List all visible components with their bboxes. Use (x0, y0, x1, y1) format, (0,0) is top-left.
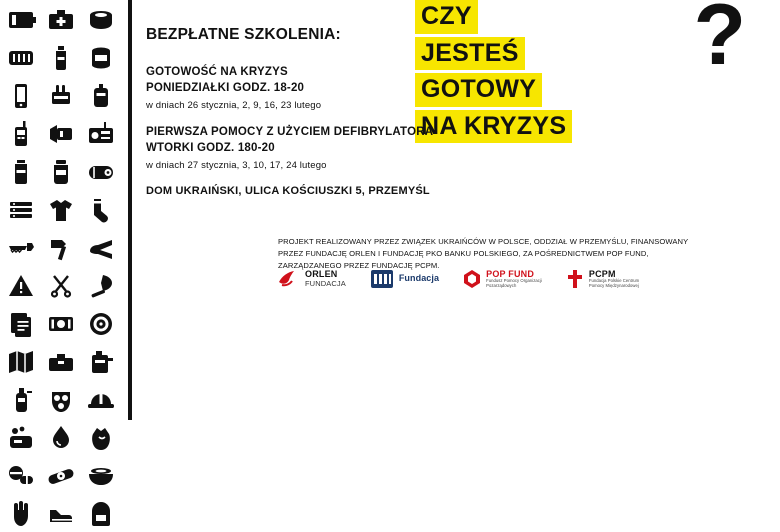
course-time: PONIEDZIAŁKI GODZ. 18-20 (146, 81, 305, 94)
canned-food-icon (82, 40, 120, 76)
course-time: WTORKI GODZ. 180-20 (146, 141, 275, 154)
gas-canister-icon (82, 78, 120, 114)
rope-coil-icon (82, 306, 120, 342)
headline-line-3: GOTOWY (415, 73, 542, 107)
logo-sub-tiny: Pozarządowych (486, 282, 517, 288)
helmet-icon (82, 382, 120, 418)
gloves-icon (2, 496, 40, 532)
logo-sub: FUNDACJA (305, 278, 346, 288)
matches-icon (42, 78, 80, 114)
headline-line-1: CZY (415, 0, 478, 34)
shoes-icon (42, 496, 80, 532)
radiator-icon (2, 40, 40, 76)
cash-icon (42, 306, 80, 342)
logo-sub: Fundacja Polskie Centrum (588, 278, 640, 284)
hammer-icon (42, 230, 80, 266)
thermos-icon (2, 154, 40, 190)
logo-orlen (278, 269, 346, 289)
toolbox-icon (42, 344, 80, 380)
page-title: BEZPŁATNE SZKOLENIA: (146, 26, 341, 43)
socks-icon (82, 192, 120, 228)
logo-row (278, 268, 639, 290)
trash-bag-icon (82, 420, 120, 456)
scissors-icon (42, 268, 80, 304)
headline-line-4: NA KRYZYS (415, 110, 572, 144)
poster-content (130, 0, 746, 420)
warning-triangle-icon (2, 268, 40, 304)
multitool-icon (82, 230, 120, 266)
fire-extinguisher-icon (2, 382, 40, 418)
soap-icon (2, 420, 40, 456)
funding-text: PROJEKT REALIZOWANY PRZEZ ZWIĄZEK UKRAIŃCÓW W POLSCE, ODDZIAŁ W PRZEMYŚLU, FINANSOWANY PRZEZ FUNDACJĘ ORLEN I FUNDACJĘ PKO BANKU POLSKIEGO, ZA POŚREDNICTWEM POP FUND, ZARZĄDZANEGO PRZEZ FUNDACJĘ PCPM. (278, 237, 689, 270)
venue-address: DOM UKRAIŃSKI, ULICA KOŚCIUSZKI 5, PRZEMYŚL (146, 185, 430, 198)
backpack-icon (82, 496, 120, 532)
documents-icon (2, 306, 40, 342)
course-item (146, 125, 566, 171)
course-title: PIERWSZA POMOCY Z UŻYCIEM DEFIBRYLATORA (146, 126, 434, 139)
pills-icon (2, 458, 40, 494)
battery-icon (2, 2, 40, 38)
logo-name: PCPM (588, 268, 616, 279)
orlen-eagle-icon (278, 269, 300, 289)
logo-sub-tiny: Pomocy Międzynarodowej (588, 282, 639, 288)
logo-sub: Fundusz Pomocy Organizacji (486, 278, 542, 284)
logo-pcpm (566, 269, 639, 289)
course-title: GOTOWOŚĆ NA KRYZYS (146, 66, 288, 78)
first-aid-kit-icon (42, 2, 80, 38)
radio-icon (82, 116, 120, 152)
bandage-icon (42, 458, 80, 494)
course-dates: w dniach 26 stycznia, 2, 9, 16, 23 lutego (146, 100, 322, 112)
pop-fund-icon (463, 269, 481, 289)
hand-saw-icon (2, 230, 40, 266)
pcpm-cross-icon (566, 269, 584, 289)
logo-sub: Fundacja (398, 273, 440, 284)
sleeping-bag-icon (82, 154, 120, 190)
smartphone-icon (2, 78, 40, 114)
icon-grid (0, 0, 130, 420)
logo-name: POP FUND (486, 268, 535, 279)
logo-pop-fund (463, 269, 542, 289)
bowl-icon (82, 458, 120, 494)
logo-name: ORLEN (305, 269, 338, 280)
jar-icon (42, 154, 80, 190)
training-info (146, 26, 566, 197)
pko-bank-icon (370, 268, 394, 290)
water-drop-icon (42, 420, 80, 456)
logo-pko (370, 268, 439, 290)
book-stack-icon (2, 192, 40, 228)
headline-line-2: JESTEŚ (415, 37, 525, 71)
question-mark: ? (693, 0, 746, 83)
tshirt-icon (42, 192, 80, 228)
walkie-talkie-icon (2, 116, 40, 152)
gas-mask-icon (42, 382, 80, 418)
course-item (146, 65, 566, 111)
fuel-can-icon (82, 344, 120, 380)
flashlight-icon (42, 116, 80, 152)
cooking-pot-icon (82, 2, 120, 38)
water-bottle-icon (42, 40, 80, 76)
map-icon (2, 344, 40, 380)
axe-icon (82, 268, 120, 304)
course-dates: w dniach 27 stycznia, 3, 10, 17, 24 lutego (146, 160, 327, 172)
